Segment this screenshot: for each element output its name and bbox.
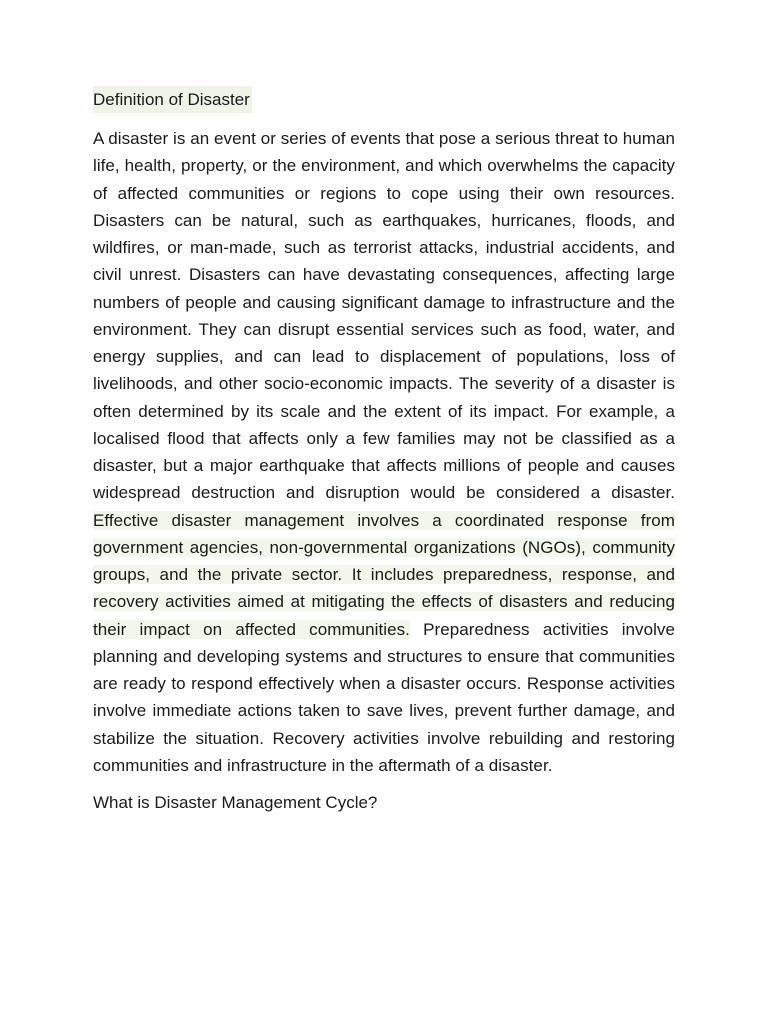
definition-paragraph bbox=[93, 125, 675, 779]
paragraph-part-4: Effective disaster management involves a coordinated response from government agencies, non-governmental organizations (NGOs), community groups, and the private sector. It includes preparedness, response, and recovery activities aimed at mitigating the effects of disasters and reducing their impact on affected communities. bbox=[93, 510, 675, 639]
paragraph-part-5: Preparedness activities involve planning and developing systems and structures to ensure that communities are ready to respond effectively when a disaster occurs. Response activities involve immediate actions taken to save lives, prevent further damage, and stabilize the situation. Recovery activities involve rebuilding and restoring communities and infrastructure in the aftermath of a disaster. bbox=[93, 619, 675, 775]
paragraph-part-3: The severity of a disaster is often determined by its scale and the extent of its impact. For example, a localised flood that affects only a few families may not be classified as a disaster, but a major earthquake that affects millions of people and causes widespread destruction and disruption would be considered a disaster. bbox=[93, 374, 675, 503]
document-content bbox=[93, 86, 675, 828]
paragraph-part-2: Disasters can have devastating consequences, affecting large numbers of people and causing significant damage to infrastructure and the environment. They can disrupt essential services such as food, water, and energy supplies, and can lead to displacement of populations, loss of livelihoods, and other socio-economic impacts. bbox=[93, 265, 675, 394]
paragraph-part-1: A disaster is an event or series of events that pose a serious threat to human life, health, property, or the environment, and which overwhelms the capacity of affected communities or regions to cope using their own resources. Disasters can be natural, such as earthquakes, hurricanes, floods, and wildfires, or man-made, such as terrorist attacks, industrial accidents, and civil unrest. bbox=[93, 129, 675, 285]
section-heading-definition: Definition of Disaster bbox=[93, 86, 252, 113]
section-heading-cycle: What is Disaster Management Cycle? bbox=[93, 793, 378, 812]
